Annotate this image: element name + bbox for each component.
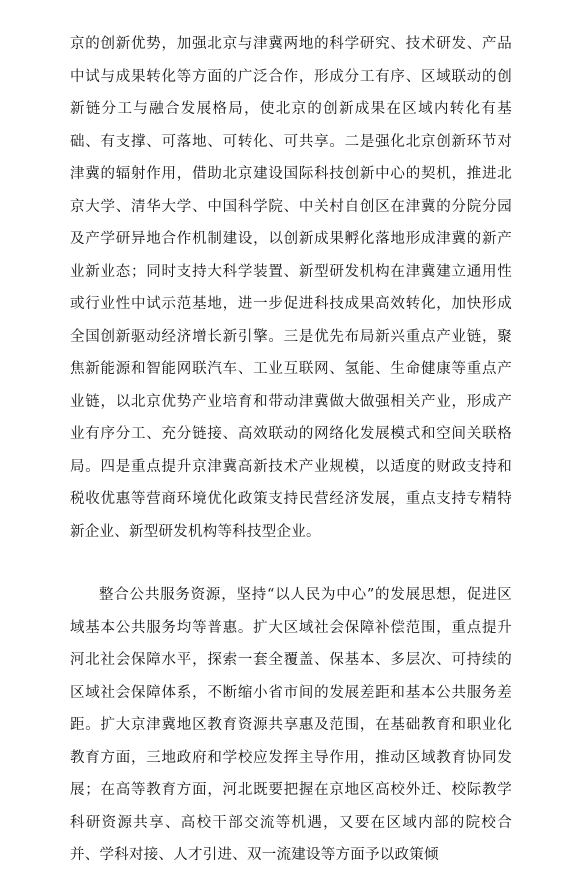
paragraph-2: 整合公共服务资源，坚持“以人民为中心”的发展思想，促进区域基本公共服务均等普惠。扩大区域社会保障补偿范围，重点提升河北社会保障水平，探索一套全覆盖、保基本、多层次、可持续的区域社会保障体系，不断缩小省市间的发展差距和基本公共服务差距。扩大京津冀地区教育资源共享惠及范围，在基础教育和职业化教育方面，三地政府和学校应发挥主导作用，推动区域教育协同发展；在高等教育方面，河北既要把握在京地区高校外迁、校际教学科研资源共享、高校干部交流等机遇，又要在区域内部的院校合并、学科对接、人才引进、双一流建设等方面予以政策倾 [70,587,512,863]
paragraph-1: 京的创新优势，加强北京与津冀两地的科学研究、技术研发、产品中试与成果转化等方面的广泛合作，形成分工有序、区域联动的创新链分工与融合发展格局，使北京的创新成果在区域内转化有基础、有支撑、可落地、可转化、可共享。二是强化北京创新环节对津冀的辐射作用，借助北京建设国际科技创新中心的契机，推进北京大学、清华大学、中国科学院、中关村自创区在津冀的分院分园及产学研异地合作机制建设，以创新成果孵化落地形成津冀的新产业新业态；同时支持大科学装置、新型研发机构在津冀建立通用性或行业性中试示范基地，进一步促进科技成果高效转化，加快形成全国创新驱动经济增长新引擎。三是优先布局新兴重点产业链，聚焦新能源和智能网联汽车、工业互联网、氢能、生命健康等重点产业链，以北京优势产业培育和带动津冀做大做强相关产业，形成产业有序分工、充分链接、高效联动的网络化发展模式和空间关联格局。四是重点提升京津冀高新技术产业规模，以适度的财政支持和税收优惠等营商环境优化政策支持民营经济发展，重点支持专精特新企业、新型研发机构等科技型企业。 [70,36,512,540]
